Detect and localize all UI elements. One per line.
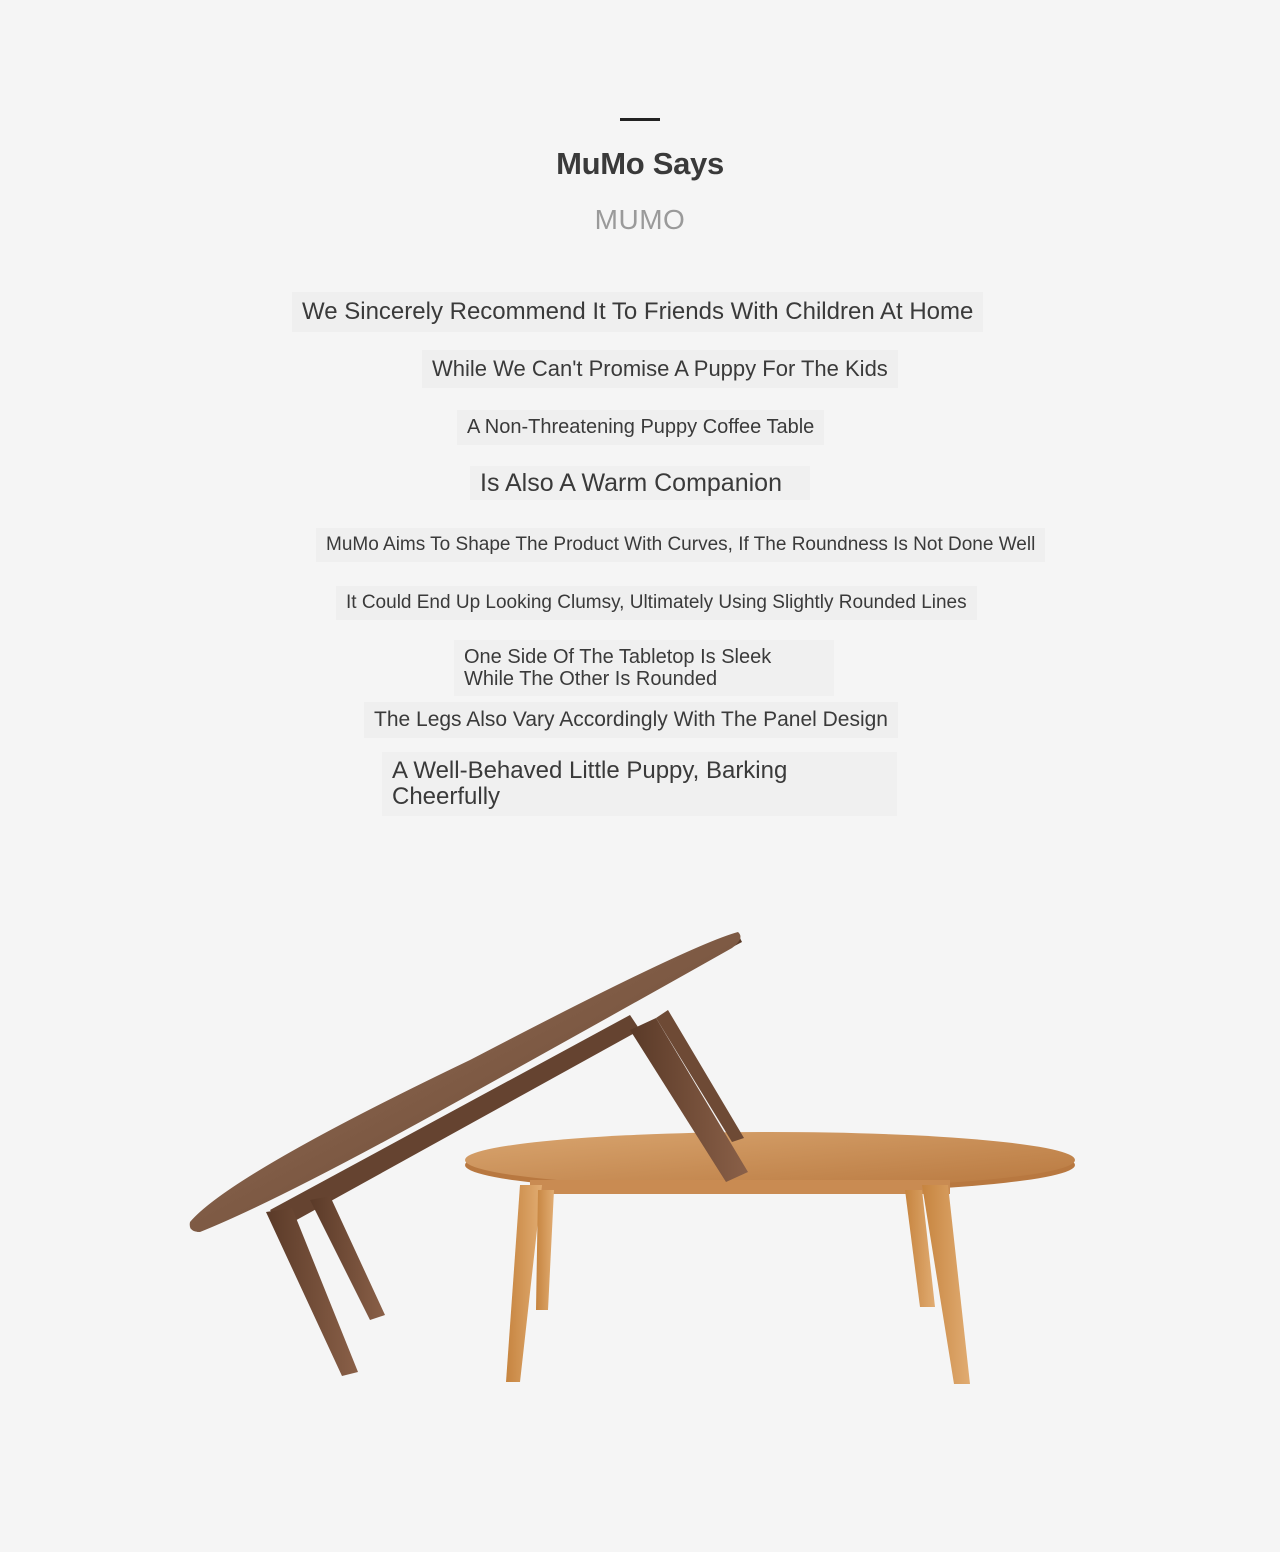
copy-line-4: Is Also A Warm Companion [470,466,810,500]
page-title: MuMo Says [556,146,724,181]
title-rule [620,118,660,121]
copy-line-2: While We Can't Promise A Puppy For The Kids [422,350,898,388]
cherry-table [465,1132,1075,1384]
copy-line-1: We Sincerely Recommend It To Friends With Children At Home [292,292,983,332]
coffee-table-photo [170,910,1100,1410]
copy-line-9: A Well-Behaved Little Puppy, Barking Cheerfully [382,752,897,816]
copy-line-6: It Could End Up Looking Clumsy, Ultimately Using Slightly Rounded Lines [336,586,977,620]
copy-line-7: One Side Of The Tabletop Is Sleek While The Other Is Rounded [454,640,834,696]
copy-line-8: The Legs Also Vary Accordingly With The Panel Design [364,702,898,738]
copy-line-3: A Non-Threatening Puppy Coffee Table [457,410,824,445]
copy-line-5: MuMo Aims To Shape The Product With Curves, If The Roundness Is Not Done Well [316,528,1045,562]
page-subtitle: MUMO [594,204,686,235]
